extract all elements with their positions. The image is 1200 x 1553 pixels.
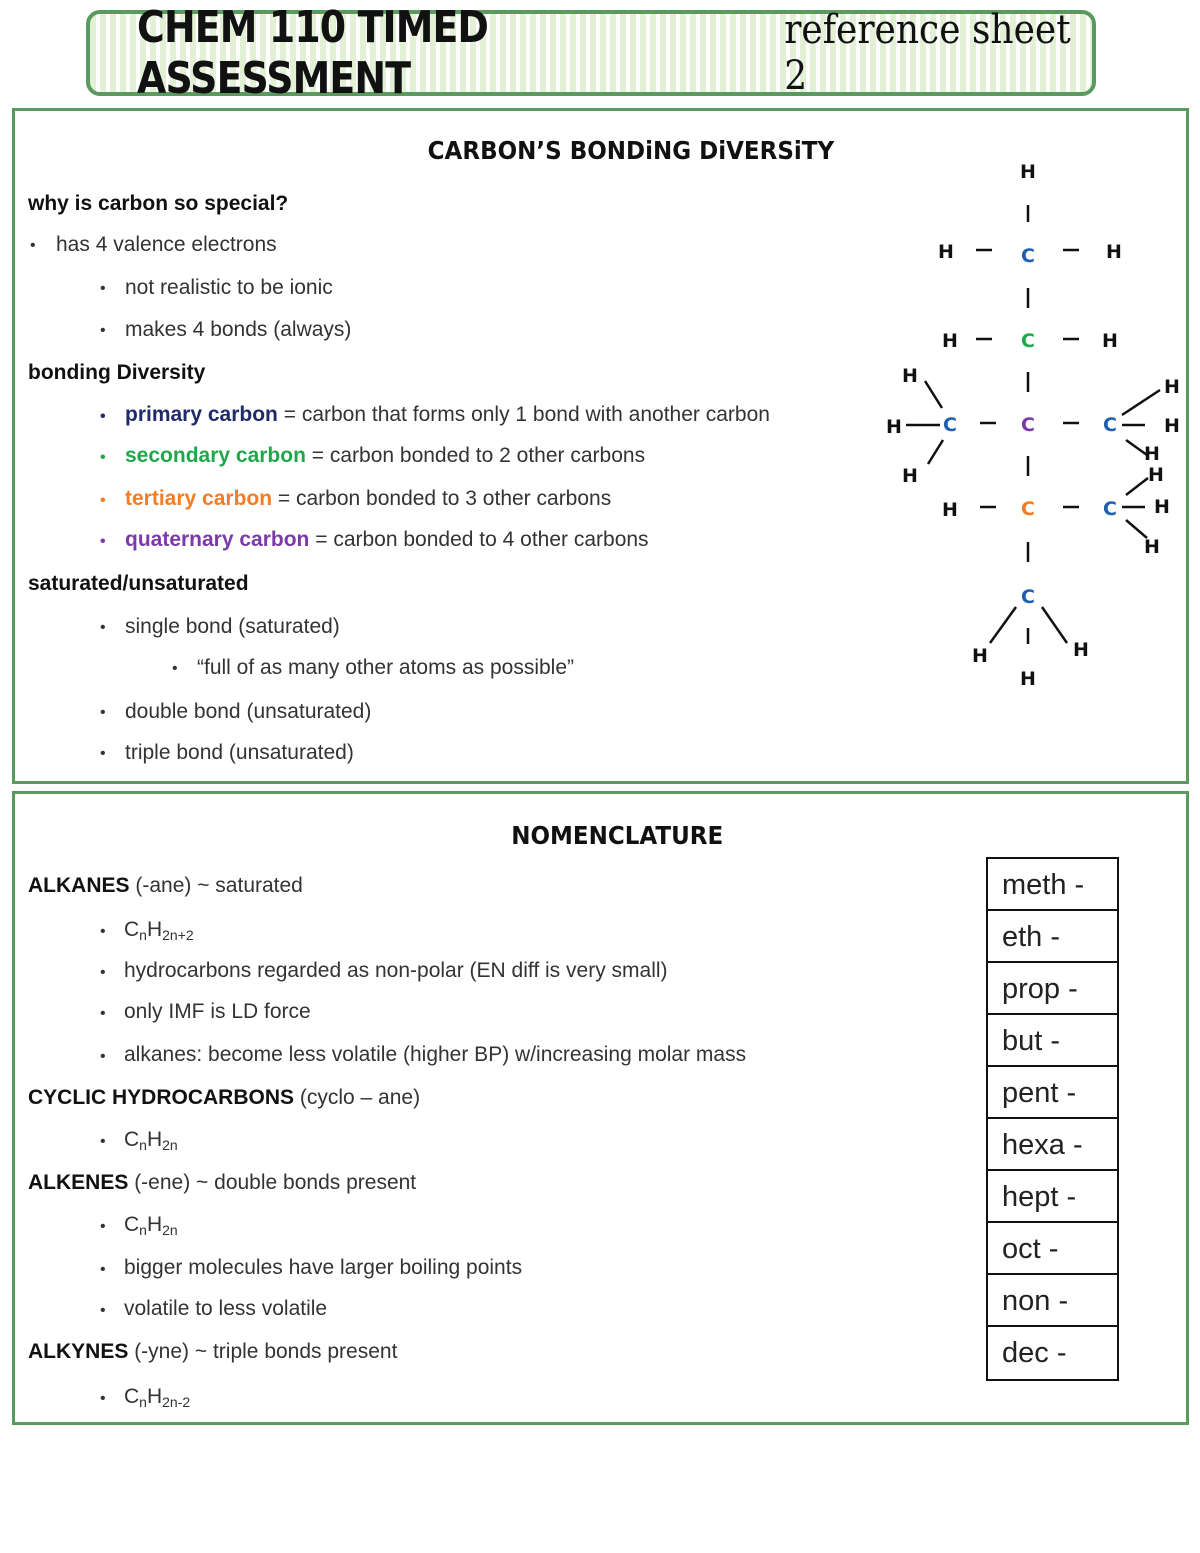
- atom-c-primary: C: [1103, 414, 1117, 436]
- atom-h: H: [1020, 668, 1036, 690]
- atom-h: H: [1154, 496, 1170, 518]
- atom-h: H: [1144, 443, 1160, 465]
- atom-h: H: [972, 645, 988, 667]
- valence-text: has 4 valence electrons: [56, 233, 277, 256]
- nomenclature-section-title: NOMENCLATURE: [511, 821, 724, 850]
- alkanes-imf-text: only IMF is LD force: [124, 1000, 311, 1023]
- atom-c-primary: C: [1103, 498, 1117, 520]
- prefix-cell: prop -: [988, 963, 1117, 1015]
- page-subtitle: reference sheet 2: [784, 7, 1071, 99]
- prefix-cell: meth -: [988, 859, 1117, 911]
- bullet-icon: •: [172, 660, 178, 677]
- alkanes-name: ALKANES: [28, 874, 130, 897]
- atom-h: H: [942, 499, 958, 521]
- atom-h: H: [1148, 464, 1164, 486]
- atom-h: H: [942, 330, 958, 352]
- cyclic-desc: (cyclo – ane): [294, 1086, 421, 1109]
- four-bonds-text: makes 4 bonds (always): [125, 318, 352, 341]
- bullet-icon: •: [100, 492, 106, 509]
- tertiary-carbon-line: [125, 487, 611, 511]
- alkenes-name: ALKENES: [28, 1171, 129, 1194]
- bullet-icon: •: [100, 408, 106, 425]
- alkenes-volatile-text: volatile to less volatile: [124, 1297, 328, 1320]
- atom-c-secondary: C: [1021, 330, 1035, 352]
- bullet-icon: •: [100, 704, 106, 721]
- bullet-icon: •: [30, 237, 36, 254]
- quaternary-carbon-line: [125, 528, 649, 552]
- prefix-cell: oct -: [988, 1223, 1117, 1275]
- primary-def: = carbon that forms only 1 bond with another carbon: [277, 403, 770, 426]
- atom-h: H: [1106, 241, 1122, 263]
- atom-h: H: [1073, 639, 1089, 661]
- saturation-heading: saturated/unsaturated: [28, 572, 249, 595]
- tertiary-term: tertiary carbon: [125, 487, 273, 510]
- alkanes-volatile-text: alkanes: become less volatile (higher BP) w/increasing molar mass: [124, 1043, 747, 1066]
- prefix-cell: non -: [988, 1275, 1117, 1327]
- prefix-cell: but -: [988, 1015, 1117, 1067]
- bullet-icon: •: [100, 1390, 106, 1407]
- double-bond-text: double bond (unsaturated): [125, 700, 372, 723]
- quaternary-def: = carbon bonded to 4 other carbons: [309, 528, 649, 551]
- bullet-icon: •: [100, 745, 106, 762]
- carbon-atoms: [943, 245, 1117, 608]
- atom-c-primary: C: [1021, 245, 1035, 267]
- atom-h: H: [886, 416, 902, 438]
- prefix-table: [986, 857, 1119, 1381]
- bullet-icon: •: [100, 964, 106, 981]
- triple-bond-text: triple bond (unsaturated): [125, 741, 354, 764]
- why-heading: why is carbon so special?: [28, 192, 289, 215]
- prefix-cell: eth -: [988, 911, 1117, 963]
- bullet-icon: •: [100, 1048, 106, 1065]
- cyclic-formula: $C_nH_{2n}$: [124, 1128, 178, 1153]
- bullet-icon: •: [100, 280, 106, 297]
- atom-h: H: [902, 465, 918, 487]
- alkynes-line: [28, 1340, 397, 1364]
- atom-c-primary: C: [943, 414, 957, 436]
- alkenes-bigger-text: bigger molecules have larger boiling points: [124, 1256, 523, 1279]
- tertiary-def: = carbon bonded to 3 other carbons: [272, 487, 612, 510]
- primary-carbon-line: [125, 403, 770, 427]
- alkynes-name: ALKYNES: [28, 1340, 129, 1363]
- atom-h: H: [938, 241, 954, 263]
- alkenes-desc: (-ene) ~ double bonds present: [128, 1171, 417, 1194]
- bullet-icon: •: [100, 533, 106, 550]
- bullet-icon: •: [100, 619, 106, 636]
- branched-alkane-structure: [870, 150, 1190, 710]
- atom-h: H: [1144, 536, 1160, 558]
- prefix-cell: pent -: [988, 1067, 1117, 1119]
- alkanes-line: [28, 874, 303, 898]
- bullet-icon: •: [100, 1261, 106, 1278]
- alkynes-formula: $C_nH_{2n-2}$: [124, 1385, 191, 1410]
- bullet-icon: •: [100, 1302, 106, 1319]
- alkanes-formula: $C_nH_{2n+2}$: [124, 918, 194, 943]
- bullet-icon: •: [100, 1133, 106, 1150]
- atom-c-quaternary: C: [1021, 414, 1035, 436]
- title-banner: [86, 2, 1096, 104]
- atom-h: H: [902, 365, 918, 387]
- cyclic-name: CYCLIC HYDROCARBONS: [28, 1086, 295, 1109]
- bullet-icon: •: [100, 1005, 106, 1022]
- page-title: CHEM 110 TIMED ASSESSMENT: [137, 2, 489, 104]
- bullet-icon: •: [100, 322, 106, 339]
- not-ionic-text: not realistic to be ionic: [125, 276, 333, 299]
- secondary-def: = carbon bonded to 2 other carbons: [305, 444, 646, 467]
- atom-h: H: [1020, 161, 1036, 183]
- secondary-carbon-line: [125, 444, 645, 468]
- prefix-cell: dec -: [1002, 1337, 1067, 1369]
- bullet-icon: •: [100, 1218, 106, 1235]
- alkynes-desc: (-yne) ~ triple bonds present: [128, 1340, 398, 1363]
- atom-h: H: [1164, 415, 1180, 437]
- primary-term: primary carbon: [125, 403, 278, 426]
- prefix-cell: hept -: [988, 1171, 1117, 1223]
- bonding-section-title: CARBON’S BONDiNG DiVERSiTY: [427, 136, 835, 165]
- atom-c-tertiary: C: [1021, 498, 1035, 520]
- quaternary-term: quaternary carbon: [125, 528, 310, 551]
- single-bond-note: “full of as many other atoms as possible”: [197, 656, 574, 679]
- single-bond-text: single bond (saturated): [125, 615, 340, 638]
- atom-h: H: [1102, 330, 1118, 352]
- alkanes-desc: (-ane) ~ saturated: [129, 874, 303, 897]
- alkenes-formula: $C_nH_{2n}$: [124, 1213, 178, 1238]
- alkanes-nonpolar-text: hydrocarbons regarded as non-polar (EN diff is very small): [124, 959, 668, 982]
- diversity-heading: bonding Diversity: [28, 361, 206, 384]
- atom-h: H: [1164, 376, 1180, 398]
- bullet-icon: •: [100, 449, 106, 466]
- prefix-cell: hexa -: [988, 1119, 1117, 1171]
- cyclic-line: [28, 1086, 420, 1110]
- atom-c-primary: C: [1021, 586, 1035, 608]
- alkenes-line: [28, 1171, 416, 1195]
- bullet-icon: •: [100, 923, 106, 940]
- secondary-term: secondary carbon: [125, 444, 306, 467]
